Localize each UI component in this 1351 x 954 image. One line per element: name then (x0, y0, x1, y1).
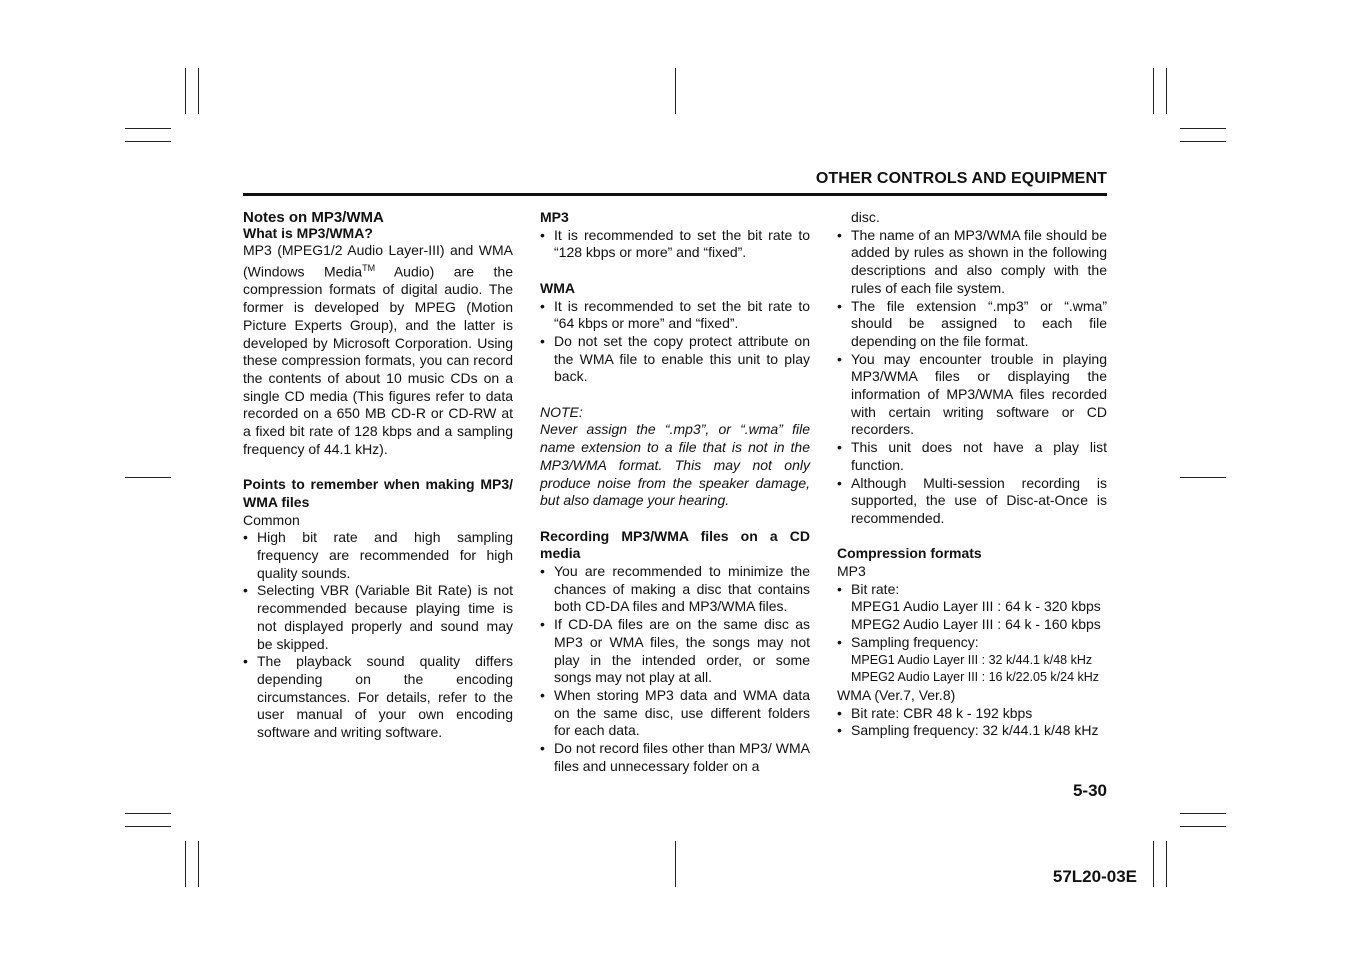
list-item: • Bit rate: (837, 581, 1107, 599)
list-item: • You are recommended to minimize the chances of making a disc that contains both CD-DA files and MP3/WMA files. (540, 563, 810, 616)
crop-mark (675, 68, 676, 114)
spec-line: MPEG1 Audio Layer III : 64 k - 320 kbps (851, 598, 1101, 615)
crop-mark (1180, 141, 1226, 142)
continuation-text: disc. (851, 209, 880, 225)
crop-mark (1180, 128, 1226, 129)
note-label: NOTE: (540, 403, 583, 420)
spec-line: MPEG2 Audio Layer III : 64 k - 160 kbps (851, 616, 1101, 633)
mp3-bullet-list (540, 227, 810, 262)
intro-text-cont: Audio) are the compression formats of digital audio. The former is developed by MPEG (Motion Picture Experts Group), and the latter is developed by Microsoft Corporation. Using these compression formats, you can record the contents of about 10 music CDs on a single CD media (This figures refer to data recorded on a 650 MB CD-R or CD-RW at a fixed bit rate of 128 kbps and a sampling frequency of 44.1 kHz). (243, 263, 513, 457)
list-item: • Sampling frequency: 32 k/44.1 k/48 kHz (837, 722, 1107, 740)
list-item: • It is recommended to set the bit rate to “64 kbps or more” and “fixed”. (540, 298, 810, 333)
what-is-heading: What is MP3/WMA? (243, 224, 373, 241)
section-title: OTHER CONTROLS AND EQUIPMENT (815, 170, 1107, 187)
crop-mark (1180, 826, 1226, 827)
intro-text: MP3 (MPEG1/2 Audio Layer-III) and WMA (Windows Media (243, 242, 513, 280)
crop-mark (1166, 841, 1167, 887)
crop-mark (125, 141, 171, 142)
mp3-spec-list (837, 581, 1107, 687)
list-item: • Although Multi-session recording is supported, the use of Disc-at-Once is recommended. (837, 475, 1107, 528)
note-text: Never assign the “.mp3”, or “.wma” file name extension to a file that is not in the MP3/WMA format. This may not only produce noise from the speaker damage, but also damage your hearing. (540, 421, 810, 509)
list-item: • Selecting VBR (Variable Bit Rate) is not recommended because playing time is not displayed properly and sound may be skipped. (243, 582, 513, 653)
list-item: • The name of an MP3/WMA file should be added by rules as shown in the following descriptions and also comply with the rules of each file system. (837, 227, 1107, 298)
list-item: • This unit does not have a play list function. (837, 439, 1107, 474)
list-item: • You may encounter trouble in playing MP3/WMA files or displaying the information of MP3/WMA files recorded with certain writing software or CD recorders. (837, 351, 1107, 440)
list-item: • Do not set the copy protect attribute on the WMA file to enable this unit to play back. (540, 333, 810, 386)
wma-bullet-list (540, 298, 810, 387)
crop-mark (675, 841, 676, 887)
column-left (243, 209, 513, 742)
crop-mark (1153, 68, 1154, 114)
wma-label: WMA (Ver.7, Ver.8) (837, 686, 956, 703)
notes-title: Notes on MP3/WMA (243, 209, 384, 226)
mp3-label: MP3 (837, 563, 866, 580)
list-item: • It is recommended to set the bit rate to “128 kbps or more” and “fixed”. (540, 227, 810, 262)
crop-mark (1166, 68, 1167, 114)
list-item: • Sampling frequency: (837, 634, 1107, 652)
compression-heading: Compression formats (837, 545, 982, 562)
column-middle (540, 209, 810, 775)
list-item: • Bit rate: CBR 48 k - 192 kbps (837, 705, 1107, 723)
common-label: Common (243, 511, 300, 528)
crop-mark (185, 68, 186, 114)
list-item: • The playback sound quality differs depending on the encoding circumstances. For details, refer to the user manual of your own encoding software and writing software. (243, 653, 513, 742)
crop-mark (1180, 477, 1226, 478)
header-rule (243, 193, 1107, 196)
crop-mark (125, 813, 171, 814)
crop-mark (1180, 813, 1226, 814)
crop-mark (185, 841, 186, 887)
document-code: 57L20-03E (1052, 867, 1137, 886)
crop-mark (1153, 841, 1154, 887)
crop-mark (198, 68, 199, 114)
column-right (837, 209, 1107, 740)
page-number: 5-30 (1072, 781, 1107, 800)
crop-mark (125, 826, 171, 827)
wma-heading: WMA (540, 279, 575, 296)
intro-paragraph (243, 242, 513, 458)
list-item: • When storing MP3 data and WMA data on the same disc, use different folders for each data. (540, 687, 810, 740)
list-item: • Do not record files other than MP3/ WMA files and unnecessary folder on a (540, 740, 810, 775)
spec-line: MPEG2 Audio Layer III : 16 k/22.05 k/24 kHz (851, 670, 1100, 685)
crop-mark (125, 128, 171, 129)
list-item: • If CD-DA files are on the same disc as MP3 or WMA files, the songs may not play in the intended order, or some songs may not play at all. (540, 616, 810, 687)
points-heading: Points to remember when making MP3/ WMA files (243, 476, 513, 510)
spec-line: MPEG1 Audio Layer III : 32 k/44.1 k/48 kHz (851, 652, 1093, 667)
crop-mark (125, 477, 171, 478)
trademark-sup: TM (362, 263, 376, 274)
crop-mark (198, 841, 199, 887)
file-bullet-list (837, 227, 1107, 528)
recording-bullet-list (540, 563, 810, 775)
recording-heading: Recording MP3/WMA files on a CD media (540, 527, 810, 562)
common-bullet-list (243, 529, 513, 741)
wma-spec-list (837, 705, 1107, 740)
mp3-heading: MP3 (540, 209, 569, 225)
list-item: • The file extension “.mp3” or “.wma” should be assigned to each file depending on the file format. (837, 298, 1107, 351)
list-item: • High bit rate and high sampling frequency are recommended for high quality sounds. (243, 529, 513, 582)
